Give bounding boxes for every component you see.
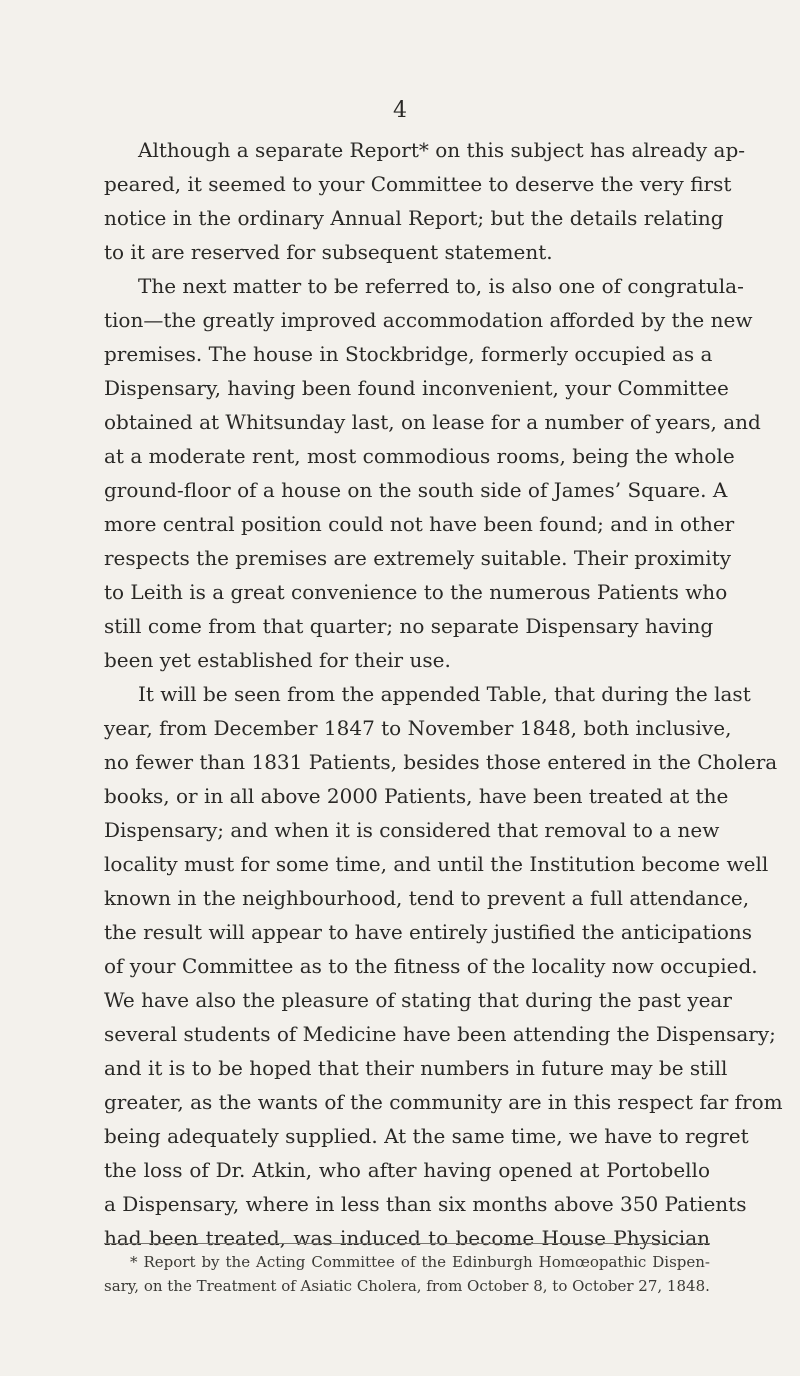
text-line: at a moderate rent, most commodious rooms, being the whole <box>104 444 735 468</box>
text-line: The next matter to be referred to, is also one of congratula- <box>138 274 744 298</box>
text-line: still come from that quarter; no separate Dispensary having <box>104 614 714 638</box>
text-line: obtained at Whitsunday last, on lease for a number of years, and <box>104 410 761 434</box>
text-line: of your Committee as to the fitness of the locality now occupied. <box>104 954 758 978</box>
text-line: been yet established for their use. <box>104 648 451 672</box>
text-line: tion—the greatly improved accommodation afforded by the new <box>104 308 753 332</box>
text-line: Although a separate Report* on this subject has already ap- <box>138 138 746 162</box>
text-line: respects the premises are extremely suitable. Their proximity <box>104 546 732 570</box>
text-line: Dispensary, having been found inconvenient, your Committee <box>104 376 729 400</box>
text-line: locality must for some time, and until the Institution become well <box>104 852 769 876</box>
text-line: ground-floor of a house on the south side of James’ Square. A <box>104 478 728 502</box>
text-line: had been treated, was induced to become House Physician <box>104 1226 710 1250</box>
text-line: to it are reserved for subsequent statement. <box>104 240 553 264</box>
text-line: Dispensary; and when it is considered that removal to a new <box>104 818 720 842</box>
text-line: several students of Medicine have been attending the Dispensary; <box>104 1022 776 1046</box>
text-line: premises. The house in Stockbridge, formerly occupied as a <box>104 342 713 366</box>
text-line: peared, it seemed to your Committee to deserve the very first <box>104 172 732 196</box>
text-line: no fewer than 1831 Patients, besides those entered in the Cholera <box>104 750 778 774</box>
text-line: greater, as the wants of the community are in this respect far from <box>104 1090 783 1114</box>
text-line: and it is to be hoped that their numbers in future may be still <box>104 1056 728 1080</box>
text-line: to Leith is a great convenience to the numerous Patients who <box>104 580 728 604</box>
text-line: the loss of Dr. Atkin, who after having opened at Portobello <box>104 1158 710 1182</box>
text-line: known in the neighbourhood, tend to prevent a full attendance, <box>104 886 750 910</box>
text-line: being adequately supplied. At the same time, we have to regret <box>104 1124 749 1148</box>
text-line: notice in the ordinary Annual Report; but the details relating <box>104 206 724 230</box>
footnote-line: sary, on the Treatment of Asiatic Cholera, from October 8, to October 27, 1848. <box>104 1277 710 1295</box>
text-line: the result will appear to have entirely justified the anticipations <box>104 920 753 944</box>
text-line: We have also the pleasure of stating that during the past year <box>104 988 732 1012</box>
footnote-line: * Report by the Acting Committee of the Edinburgh Homœopathic Dispen- <box>130 1253 710 1271</box>
page-number: 4 <box>393 98 407 123</box>
text-line: year, from December 1847 to November 1848, both inclusive, <box>104 716 732 740</box>
text-line: books, or in all above 2000 Patients, have been treated at the <box>104 784 729 808</box>
footnote-divider <box>104 1243 710 1244</box>
text-line: a Dispensary, where in less than six months above 350 Patients <box>104 1192 747 1216</box>
text-line: It will be seen from the appended Table, that during the last <box>138 682 751 706</box>
text-line: more central position could not have been found; and in other <box>104 512 735 536</box>
